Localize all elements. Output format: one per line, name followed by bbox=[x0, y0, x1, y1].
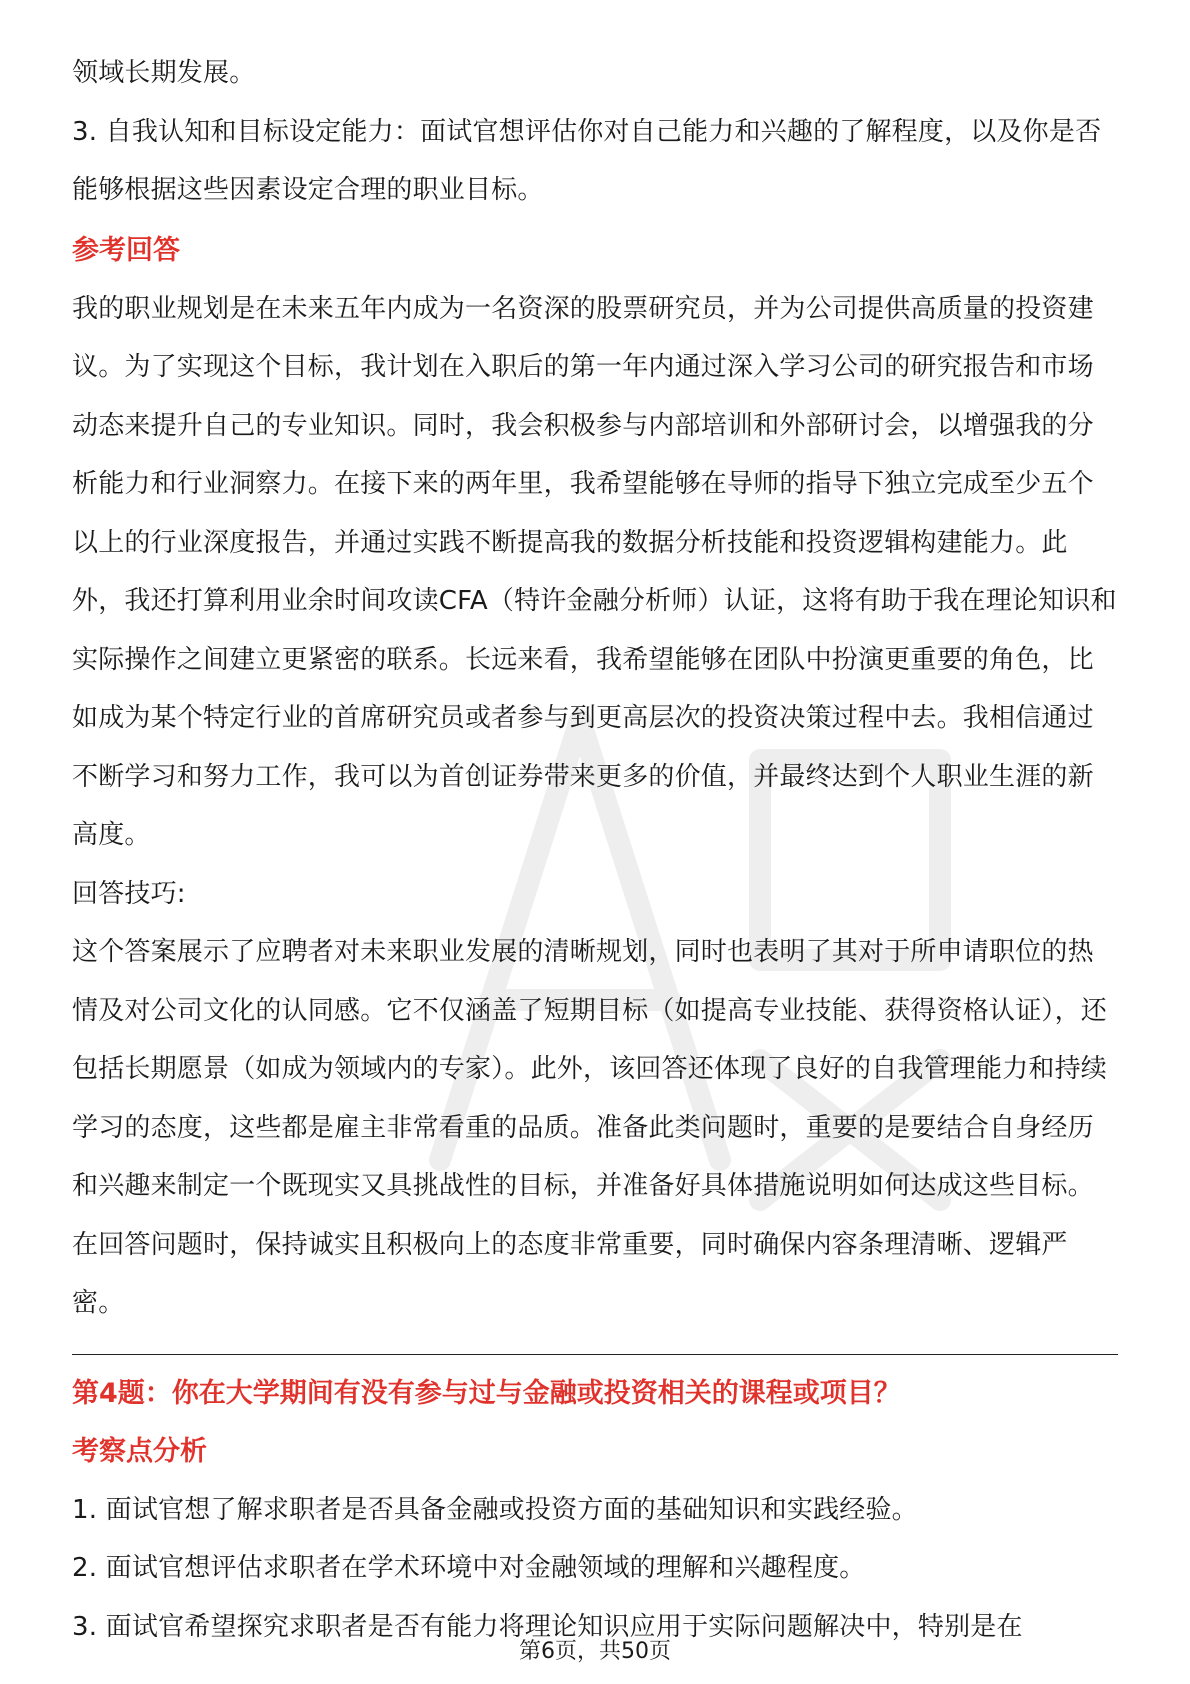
q4-item-2: 2. 面试官想评估求职者在学术环境中对金融领域的理解和兴趣程度。 bbox=[72, 1553, 866, 1583]
tips-heading: 回答技巧: bbox=[72, 878, 186, 909]
answer-text: 我的职业规划是在未来五年内成为一名资深的股票研究员，并为公司提供高质量的投资建议。为了实现这个目标，我计划在入职后的第一年内通过深入学习公司的研究报告和市场动态来提升自己的专业知识。同时，我会积极参与内部培训和外部研讨会，以增强我的分析能力和行业洞察力。在接下来的两年里，我希望能够在导师的指导下独立完成至少五个以上的行业深度报告，并通过实践不断提高我的数据分析技能和投资逻辑构建能力。此外，我还打算利用业余时间攻读CFA（特许金融分析师）认证，这将有助于我在理论知识和实际操作之间建立更紧密的联系。长远来看，我希望能够在团队中扮演更重要的角色，比如成为某个特定行业的首席研究员或者参与到更高层次的投资决策过程中去。我相信通过不断学习和努力工作，我可以为首创证券带来更多的价值，并最终达到个人职业生涯的新高度。 bbox=[72, 293, 1117, 850]
analysis-item-3: 3. 自我认知和目标设定能力：面试官想评估你对自己能力和兴趣的了解程度，以及你是否能够根据这些因素设定合理的职业目标。 bbox=[72, 116, 1102, 205]
question-4-title: 第4题：你在大学期间有没有参与过与金融或投资相关的课程或项目？ bbox=[72, 1377, 901, 1409]
tips-text: 这个答案展示了应聘者对未来职业发展的清晰规划，同时也表明了其对于所申请职位的热情及对公司文化的认同感。它不仅涵盖了短期目标（如提高专业技能、获得资格认证），还包括长期愿景（如成为领域内的专家）。此外，该回答还体现了良好的自我管理能力和持续学习的态度，这些都是雇主非常看重的品质。准备此类问题时，重要的是要结合自身经历和兴趣来制定一个既现实又具挑战性的目标，并准备好具体措施说明如何达成这些目标。在回答问题时，保持诚实且积极向上的态度非常重要，同时确保内容条理清晰、逻辑严密。 bbox=[72, 937, 1108, 1318]
q4-item-1: 1. 面试官想了解求职者是否具备金融或投资方面的基础知识和实践经验。 bbox=[72, 1494, 918, 1525]
q4-item-3: 3. 面试官希望探究求职者是否有能力将理论知识应用于实际问题解决中，特别是在 bbox=[72, 1611, 1023, 1642]
document-page bbox=[72, 44, 1118, 1656]
section-divider bbox=[72, 1354, 1118, 1355]
intro-line: 领域长期发展。 bbox=[72, 58, 256, 88]
page-number: 第6页，共50页 bbox=[519, 1639, 671, 1664]
analysis-heading: 考察点分析 bbox=[72, 1435, 207, 1467]
answer-heading: 参考回答 bbox=[72, 234, 180, 266]
